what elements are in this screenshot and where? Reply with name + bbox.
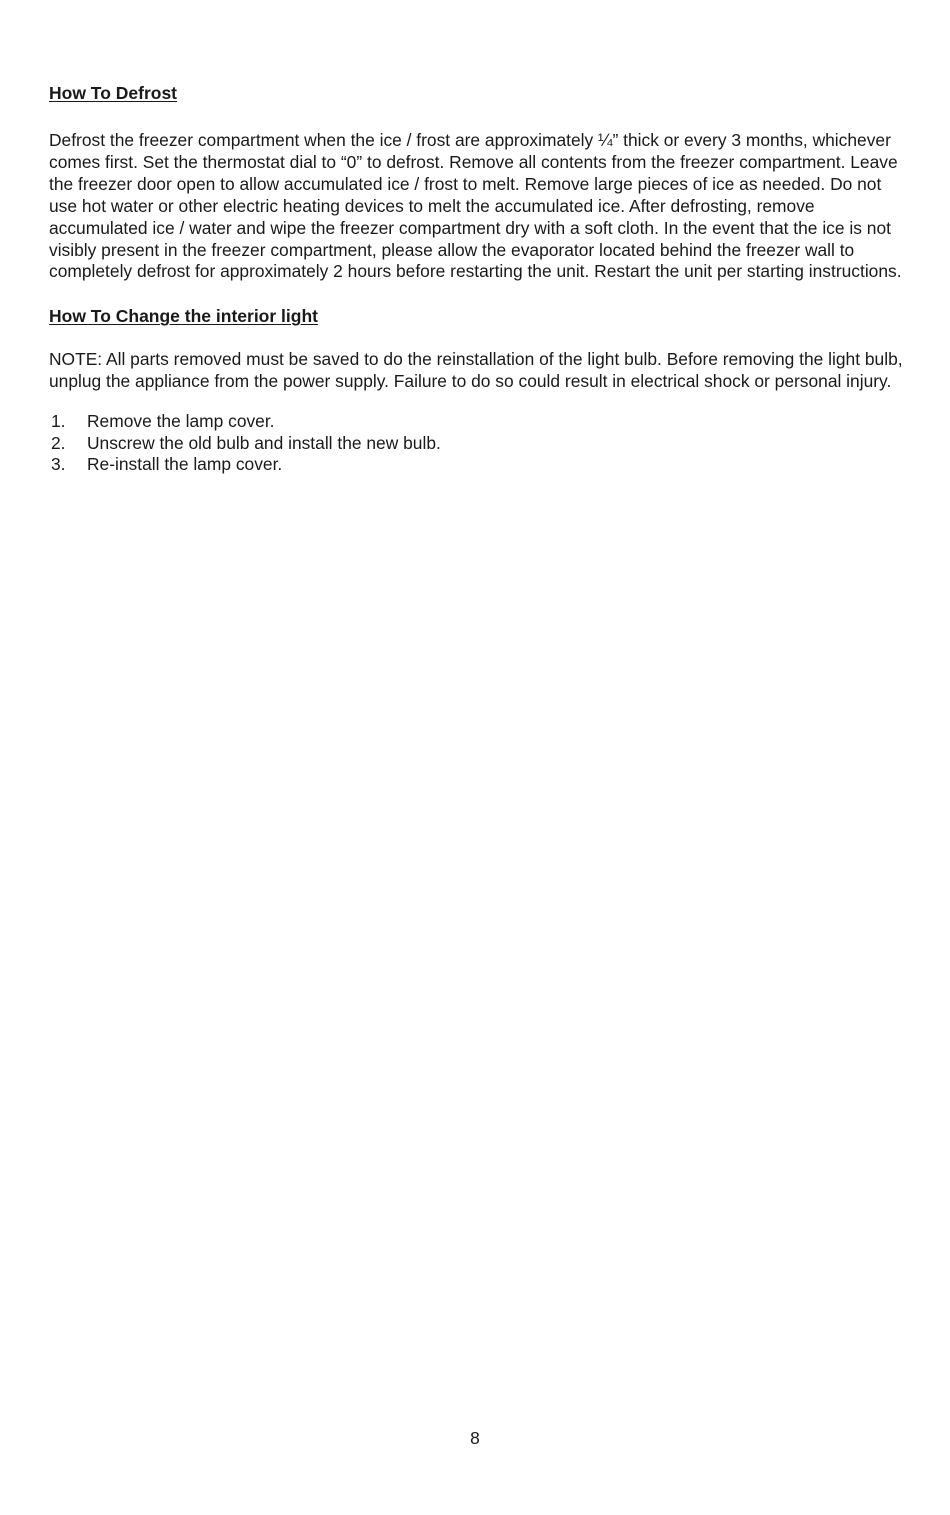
step-number: 3. — [51, 454, 66, 475]
step-text: Remove the lamp cover. — [87, 411, 275, 432]
list-item — [49, 454, 907, 476]
light-note-paragraph: NOTE: All parts removed must be saved to do the reinstallation of the light bulb. Before removing the light bulb, unplug the appliance from the power supply. Failure to do so could result in electrical shock or personal injury. — [49, 349, 903, 392]
section-heading-interior-light: How To Change the interior light — [49, 306, 318, 327]
step-text: Re-install the lamp cover. — [87, 454, 283, 475]
document-page — [49, 82, 907, 476]
step-text: Unscrew the old bulb and install the new bulb. — [87, 432, 441, 453]
light-steps-list — [49, 411, 907, 476]
list-item — [49, 411, 907, 433]
step-number: 2. — [51, 432, 66, 453]
defrost-instructions-paragraph: Defrost the freezer compartment when the ice / frost are approximately ¼” thick or every 3 months, whichever comes first. Set the thermostat dial to “0” to defrost. Remove all contents from the freezer compartment. Leave the freezer door open to allow accumulated ice / frost to melt. Remove large pieces of ice as needed. Do not use hot water or other electric heating devices to melt the accumulated ice. After defrosting, remove accumulated ice / water and wipe the freezer compartment dry with a soft cloth. In the event that the ice is not visibly present in the freezer compartment, please allow the evaporator located behind the freezer wall to completely defrost for approximately 2 hours before restarting the unit. Restart the unit per starting instructions. — [49, 130, 902, 282]
list-item — [49, 433, 907, 455]
step-number: 1. — [51, 411, 66, 432]
page-number: 8 — [470, 1428, 480, 1448]
section-heading-defrost: How To Defrost — [49, 83, 178, 103]
